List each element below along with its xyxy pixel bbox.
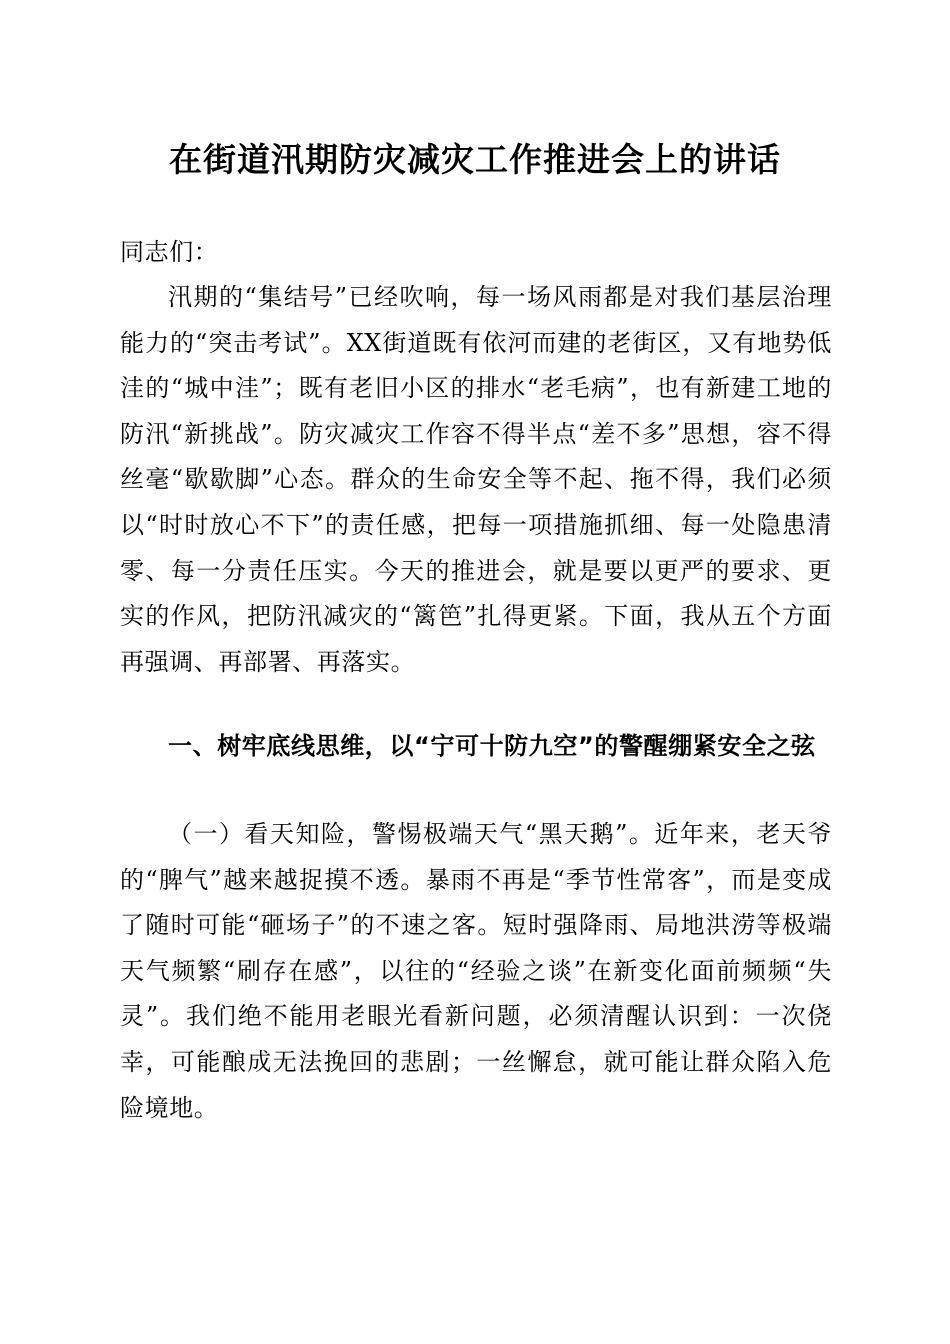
document-title: 在街道汛期防灾减灾工作推进会上的讲话 (169, 140, 781, 179)
salutation: 同志们： (120, 238, 219, 266)
section-heading: 一、树牢底线思维，以“宁可十防九空”的警醒绷紧安全之弦 (168, 732, 816, 760)
subsection-paragraph: （一）看天知险，警惕极端天气“黑天鹅”。近年来，老天爷的“脾气”越来越捉摸不透。暴雨不再是“季节性常客”，而是变成了随时可能“砸场子”的不速之客。短时强降雨、局地洪涝等极端天气频繁“刷存在感”，以往的“经验之谈”在新变化面前频频“失灵”。我们绝不能用老眼光看新问题，必须清醒认识到：一次侥幸，可能酿成无法挽回的悲剧；一丝懈怠，就可能让群众陷入危险境地。 (120, 820, 832, 1122)
intro-paragraph: 汛期的“集结号”已经吹响，每一场风雨都是对我们基层治理能力的“突击考试”。XX街道既有依河而建的老街区，又有地势低洼的“城中洼”；既有老旧小区的排水“老毛病”，也有新建工地的防汛“新挑战”。防灾减灾工作容不得半点“差不多”思想，容不得丝毫“歇歇脚”心态。群众的生命安全等不起、拖不得，我们必须以“时时放心不下”的责任感，把每一项措施抓细、每一处隐患清零、每一分责任压实。今天的推进会，就是要以更严的要求、更实的作风，把防汛减灾的“篱笆”扎得更紧。下面，我从五个方面再强调、再部署、再落实。 (120, 283, 832, 676)
